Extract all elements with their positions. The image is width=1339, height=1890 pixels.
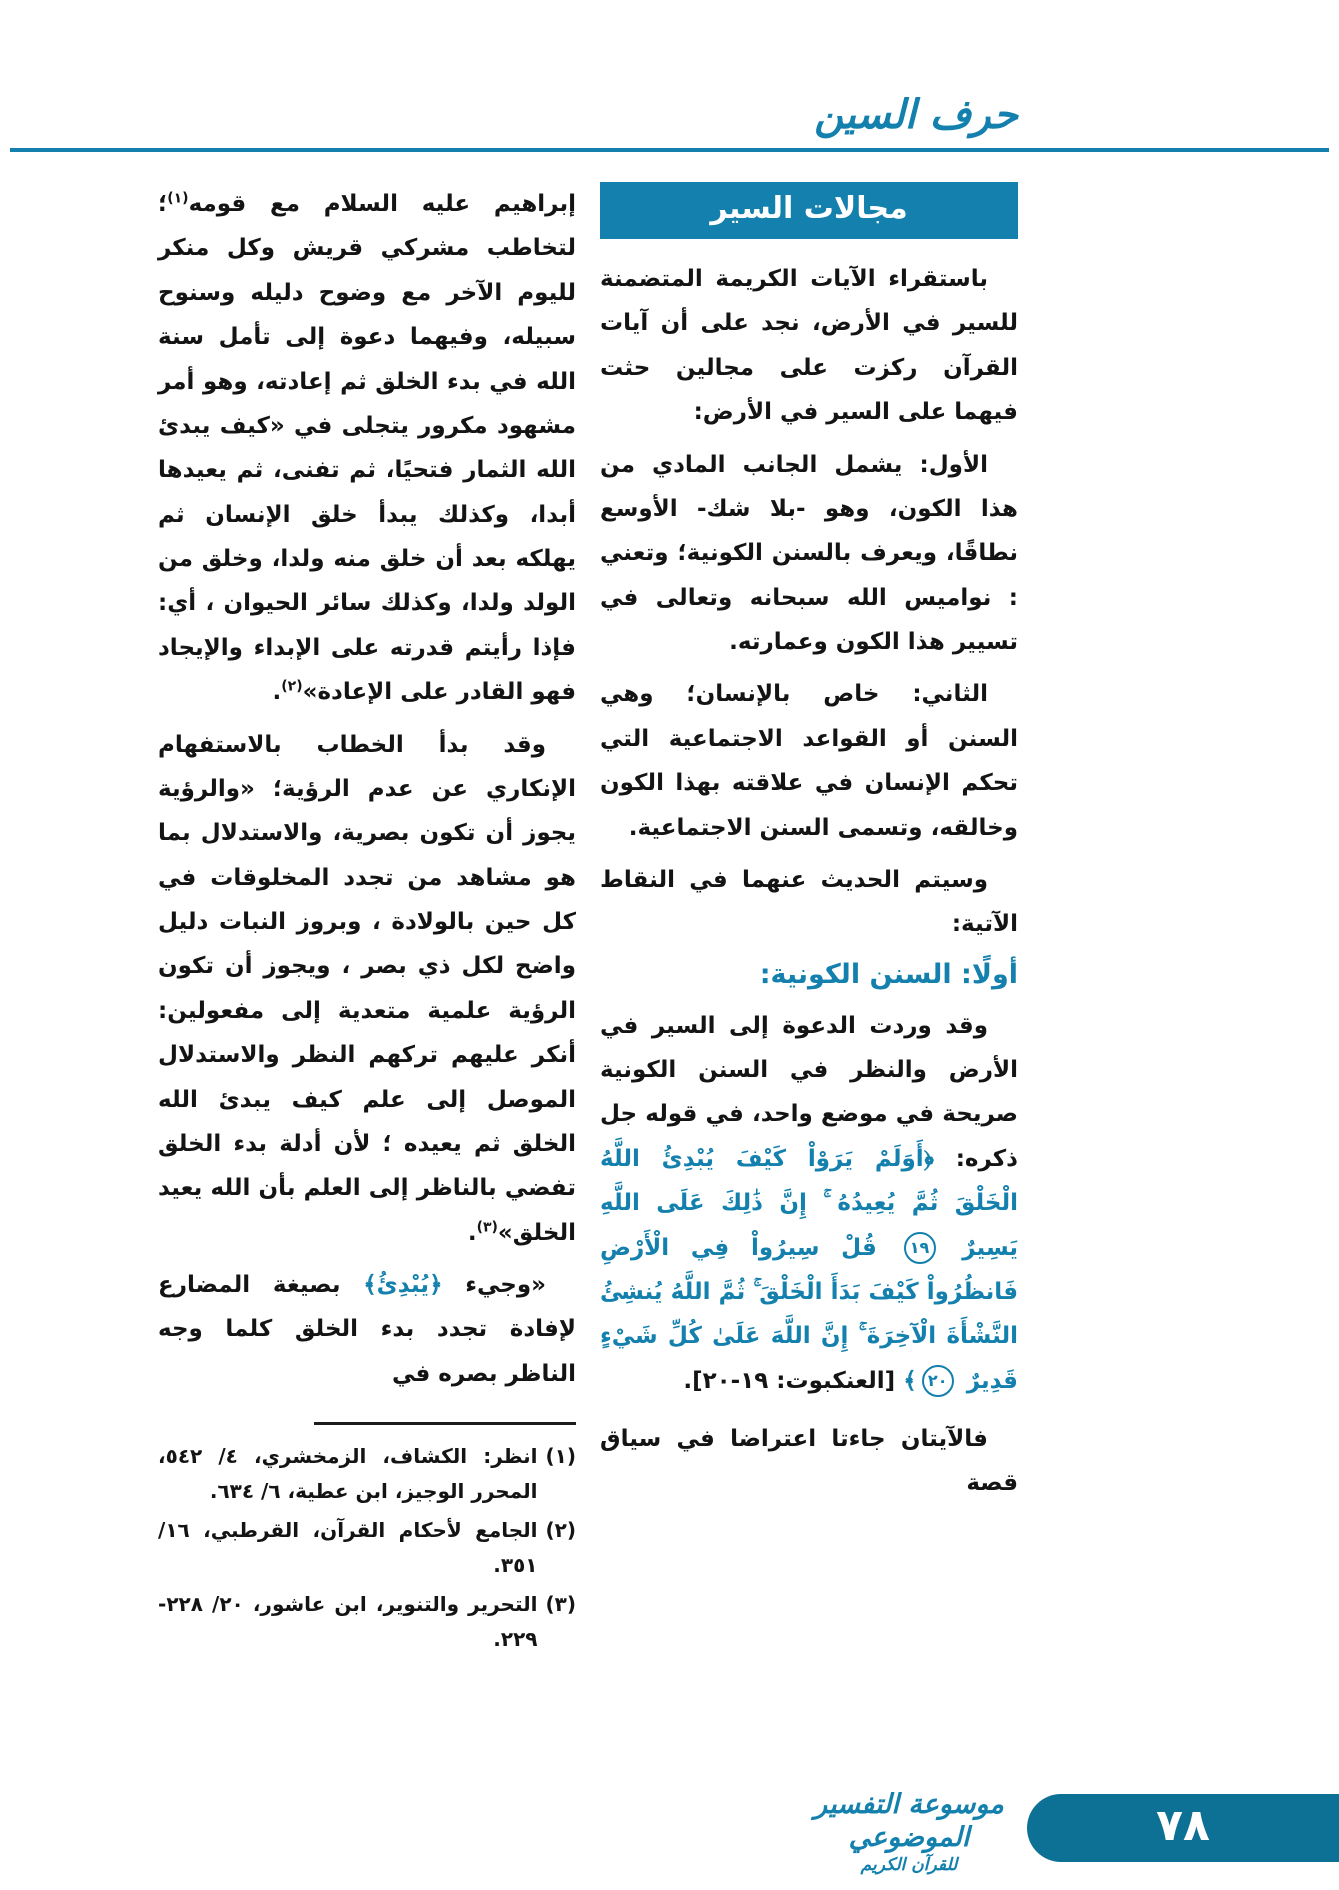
footnote-marker: (٣) (545, 1592, 576, 1617)
section-title-box (600, 182, 1018, 239)
paragraph-text: ؛ لتخاطب مشركي قريش وكل منكر لليوم الآخر مع وضوح دليله وسنوح سبيله، وفيهما دعوة إلى تأمل سنة الله في بدء الخلق ثم إعادته، وهو أمر مشهود مكرور يتجلى في «كيف يبدئ الله الثمار فتحيًا، ثم تفنى، ثم يعيدها أبدا، وكذلك يبدأ خلق الإنسان ثم يهلكه بعد أن خلق منه ولدا، وخلق من الولد ولدا، وكذلك سائر الحيوان ، أي: فإذا رأيتم قدرته على الإبداء والإيجاد فهو القادر على الإعادة» (158, 191, 576, 706)
footnote-text: التحرير والتنوير، ابن عاشور، ٢٠/ ٢٢٨- ٢٢٩. (158, 1592, 538, 1652)
footnote-ref-1: (١) (167, 190, 189, 207)
verse-reference: [العنكبوت: ١٩-٢٠]. (683, 1367, 896, 1394)
paragraph-closing: فالآيتان جاءتا اعتراضا في سياق قصة (600, 1426, 1018, 1497)
paragraph-text: يشمل الجانب المادي من هذا الكون، وهو -بلا شك- الأوسع نطاقًا، ويعرف بالسنن الكونية؛ وتعني : نواميس الله سبحانه وتعالى في تسيير هذا الكون وعمارته. (600, 451, 1018, 655)
publisher-logo-title: موسوعة التفسير الموضوعي (814, 1789, 1004, 1853)
paragraph-first-domain (600, 443, 1018, 665)
paragraph-text: «وجيء (442, 1272, 546, 1298)
verse-number-badge-19: ١٩ (904, 1232, 936, 1264)
footnote-divider (314, 1422, 576, 1425)
paragraph-text: . (272, 679, 282, 706)
paragraph-intro: باستقراء الآيات الكريمة المتضمنة للسير في الأرض، نجد على أن آيات القرآن ركزت على مجالين حثت فيهما على السير في الأرض: (600, 266, 1018, 426)
footnote-marker: (١) (545, 1444, 576, 1469)
quran-close-bracket: ﴾ (903, 1367, 917, 1394)
quran-verse (600, 1146, 1018, 1394)
page-number-badge (1027, 1794, 1339, 1862)
paragraph-ibrahim (158, 182, 576, 715)
footnote-text: انظر: الكشاف، الزمخشري، ٤/ ٥٤٢، المحرر الوجيز، ابن عطية، ٦/ ٦٣٤. (158, 1444, 538, 1504)
page-number: ٧٨ (1156, 1799, 1210, 1851)
subheading-cosmic-laws: أولًا: السنن الكونية: (759, 958, 1018, 990)
column-right (600, 182, 1018, 1514)
paragraph-points: وسيتم الحديث عنهما في النقاط الآتية: (600, 866, 1018, 938)
quran-inline-word: ﴿يُبْدِئُ﴾ (363, 1272, 443, 1298)
column-left (158, 182, 576, 1661)
paragraph-mudari (158, 1263, 576, 1396)
quran-verse-text-2: قُلْ سِيرُواْ فِي الْأَرْضِ فَانظُرُواْ كَيْفَ بَدَأَ الْخَلْقَ ۚ ثُمَّ اللَّهُ يُنشِئُ النَّشْأَةَ الْآخِرَةَ ۚ إِنَّ اللَّهَ عَلَىٰ كُلِّ شَيْءٍ قَدِيرٌ (600, 1234, 1018, 1394)
section-title: مجالات السير (710, 191, 908, 226)
quran-verse-text-1: أَوَلَمْ يَرَوْاْ كَيْفَ يُبْدِئُ اللَّهُ الْخَلْقَ ثُمَّ يُعِيدُهُ ۚ إِنَّ ذَٰلِكَ عَلَى اللَّهِ يَسِيرٌ (600, 1145, 1018, 1261)
paragraph-text: . (467, 1219, 477, 1246)
text-columns (158, 182, 1018, 1661)
publisher-logo (809, 1789, 1009, 1876)
list-label-second: الثاني: (912, 681, 988, 708)
footnote-item (158, 1587, 576, 1657)
paragraph-second-domain (600, 672, 1018, 850)
footnote-text: الجامع لأحكام القرآن، القرطبي، ١٦/ ٣٥١. (158, 1518, 538, 1578)
paragraph-khitab (158, 723, 576, 1256)
list-label-first: الأول: (919, 451, 988, 478)
footnote-ref-3: (٣) (476, 1218, 498, 1235)
paragraph-text: وقد بدأ الخطاب بالاستفهام الإنكاري عن عدم الرؤية؛ «والرؤية يجوز أن تكون بصرية، والاستدلال بما هو مشاهد من تجدد المخلوقات في كل حين بالولادة ، وبروز النبات دليل واضح لكل ذي بصر ، ويجوز أن تكون الرؤية علمية متعدية إلى مفعولين: أنكر عليهم تركهم النظر والاستدلال الموصل إلى علم كيف يبدئ الله الخلق ثم يعيده ؛ لأن أدلة بدء الخلق تفضي بالناظر إلى العلم بأن الله يعيد الخلق» (158, 731, 576, 1246)
quran-open-bracket: ﴿ (923, 1145, 934, 1172)
paragraph-text: خاص بالإنسان؛ وهي السنن أو القواعد الاجتماعية التي تحكم الإنسان في علاقته بهذا الكون وخالقه، وتسمى السنن الاجتماعية. (600, 681, 1018, 841)
paragraph-text: بصيغة المضارع لإفادة تجدد بدء الخلق كلما وجه الناظر بصره في (158, 1272, 576, 1387)
footnote-marker: (٢) (545, 1518, 576, 1543)
footnote-item (158, 1513, 576, 1583)
paragraph-text: إبراهيم عليه السلام مع قومه (188, 191, 576, 217)
verse-number-badge-20: ٢٠ (922, 1365, 954, 1397)
paragraph-quran-quote (600, 1004, 1018, 1403)
publisher-logo-subtitle: للقرآن الكريم (860, 1854, 958, 1875)
header-divider (10, 148, 1329, 152)
footnote-item (158, 1439, 576, 1509)
paragraph-text: وقد وردت الدعوة إلى السير في الأرض والنظر في السنن الكونية صريحة في موضع واحد، في قوله جل ذكره: (600, 1012, 1018, 1172)
footnote-ref-2: (٢) (281, 678, 303, 695)
chapter-title: حرف السين (814, 92, 1018, 138)
footnotes-block (158, 1422, 576, 1657)
